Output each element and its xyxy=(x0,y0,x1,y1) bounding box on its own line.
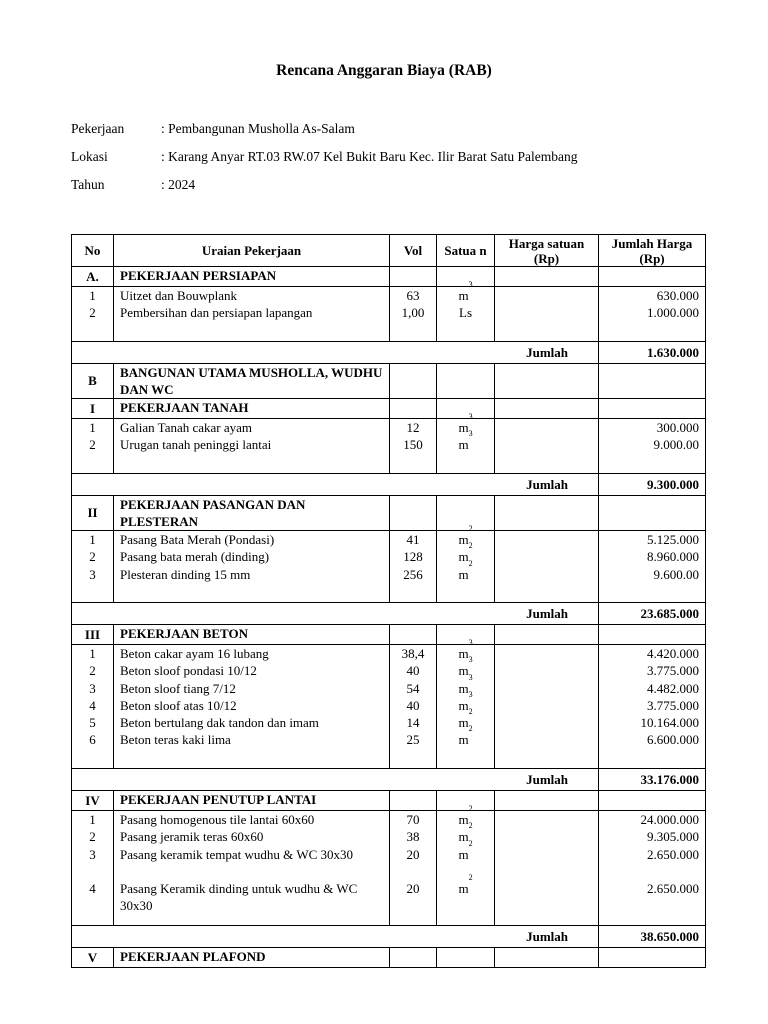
unit-base: m xyxy=(458,697,469,713)
item-no: 4 xyxy=(89,881,96,897)
item-vol: 40 xyxy=(406,697,420,713)
unit-exponent: 3 xyxy=(468,638,473,647)
items-row xyxy=(72,645,706,769)
item-price-column xyxy=(495,419,599,474)
subtotal-label: Jumlah xyxy=(72,769,599,791)
item-desc: Pasang jeramik teras 60x60 xyxy=(120,829,264,845)
header-no: No xyxy=(72,235,114,267)
unit-base: m xyxy=(458,288,469,303)
unit-exponent: 2 xyxy=(468,707,473,717)
unit-base: m xyxy=(458,549,469,565)
header-uraian: Uraian Pekerjaan xyxy=(114,235,390,267)
meta-value: : Pembangunan Musholla As-Salam xyxy=(161,121,355,136)
rab-table xyxy=(71,234,706,968)
section-title: PEKERJAAN PASANGAN DAN PLESTERAN xyxy=(114,496,390,531)
section-code: III xyxy=(72,625,114,645)
subtotal-row xyxy=(72,474,706,496)
unit-value xyxy=(443,429,488,453)
item-vol: 20 xyxy=(406,846,420,862)
item-vol: 38 xyxy=(406,829,420,845)
unit-exponent: 3 xyxy=(468,689,473,699)
item-unit-column xyxy=(437,638,495,769)
meta-label: Tahun xyxy=(71,177,105,192)
unit-exponent: 2 xyxy=(468,541,473,551)
unit-base: m xyxy=(458,532,469,547)
empty-cell xyxy=(599,267,706,287)
item-desc-column xyxy=(114,419,390,474)
empty-cell xyxy=(390,364,437,399)
item-total-column xyxy=(599,531,706,603)
empty-cell xyxy=(437,267,495,287)
item-total: 300.000 xyxy=(656,420,699,435)
item-desc: Galian Tanah cakar ayam xyxy=(120,420,253,435)
item-vol: 54 xyxy=(406,680,420,696)
unit-base: Ls xyxy=(459,305,472,321)
unit-exponent: 3 xyxy=(468,280,473,289)
item-total: 1.000.000 xyxy=(647,305,699,321)
item-total: 8.960.000 xyxy=(647,549,699,565)
item-desc: Pasang keramik tempat wudhu & WC 30x30 xyxy=(120,846,354,862)
item-no-column xyxy=(72,811,114,926)
item-desc-column xyxy=(114,811,390,926)
item-total: 9.600.00 xyxy=(653,566,699,582)
item-unit-column xyxy=(437,804,495,926)
item-unit-column xyxy=(437,524,495,603)
unit-base: m xyxy=(458,846,469,862)
unit-exponent: 2 xyxy=(468,524,473,533)
section-title: PEKERJAAN PLAFOND xyxy=(114,948,390,968)
item-total-column xyxy=(599,645,706,769)
unit-value xyxy=(443,638,488,665)
unit-exponent: 2 xyxy=(468,804,473,813)
empty-cell xyxy=(495,496,599,531)
subtotal-row xyxy=(72,603,706,625)
meta-value: : Karang Anyar RT.03 RW.07 Kel Bukit Baru Kec. Ilir Barat Satu Palembang xyxy=(161,149,578,164)
unit-value xyxy=(443,541,488,565)
item-vol: 1,00 xyxy=(401,305,425,321)
empty-cell xyxy=(390,625,437,645)
header-jumlah-harga: Jumlah Harga (Rp) xyxy=(599,235,706,267)
empty-cell xyxy=(437,948,495,968)
unit-value xyxy=(443,280,488,304)
unit-value xyxy=(443,524,488,551)
item-vol: 70 xyxy=(406,812,420,827)
unit-exponent: 2 xyxy=(468,558,473,568)
item-total: 24.000.000 xyxy=(640,812,699,827)
item-no-column xyxy=(72,531,114,603)
unit-base: m xyxy=(458,812,469,827)
table-header-row xyxy=(72,235,706,267)
item-no: 3 xyxy=(89,566,96,582)
unit-base: m xyxy=(458,566,469,582)
item-vol: 256 xyxy=(403,566,423,582)
empty-cell xyxy=(437,364,495,399)
unit-exponent: 2 xyxy=(468,873,473,883)
unit-base: m xyxy=(458,420,469,435)
item-vol: 14 xyxy=(406,715,420,731)
item-vol: 128 xyxy=(403,549,423,565)
subtotal-value: 33.176.000 xyxy=(599,769,706,791)
item-desc: Uitzet dan Bouwplank xyxy=(120,288,237,303)
item-total: 2.650.000 xyxy=(647,881,699,897)
section-code: I xyxy=(72,399,114,419)
meta-lokasi xyxy=(71,149,577,165)
unit-base: m xyxy=(458,881,469,897)
unit-value xyxy=(443,804,488,831)
empty-cell xyxy=(495,948,599,968)
item-vol-column xyxy=(390,645,437,769)
item-vol: 12 xyxy=(406,420,420,435)
items-row xyxy=(72,419,706,474)
item-vol-column xyxy=(390,419,437,474)
empty-cell xyxy=(495,399,599,419)
item-desc: Beton sloof tiang 7/12 xyxy=(120,680,236,696)
subtotal-label: Jumlah xyxy=(72,342,599,364)
item-total: 9.000.00 xyxy=(653,437,699,453)
item-unit-column xyxy=(437,280,495,342)
meta-pekerjaan xyxy=(71,121,355,137)
empty-cell xyxy=(599,364,706,399)
subtotal-label: Jumlah xyxy=(72,926,599,948)
item-vol: 20 xyxy=(406,881,420,897)
unit-base: m xyxy=(458,646,469,661)
empty-cell xyxy=(599,791,706,811)
section-title-row xyxy=(72,948,706,968)
item-no: 2 xyxy=(89,305,96,321)
item-vol: 40 xyxy=(406,663,420,679)
item-no: 2 xyxy=(89,437,96,453)
item-total-column xyxy=(599,419,706,474)
item-desc-column xyxy=(114,531,390,603)
item-no: 3 xyxy=(89,680,96,696)
meta-label: Pekerjaan xyxy=(71,121,125,136)
section-code: A. xyxy=(72,267,114,287)
empty-cell xyxy=(495,267,599,287)
subtotal-label: Jumlah xyxy=(72,474,599,496)
item-no: 2 xyxy=(89,829,96,845)
unit-value xyxy=(443,724,488,748)
item-desc: Beton cakar ayam 16 lubang xyxy=(120,646,269,661)
item-total: 9.305.000 xyxy=(647,829,699,845)
item-total: 3.775.000 xyxy=(647,697,699,713)
item-vol-column xyxy=(390,287,437,342)
item-desc: Beton sloof pondasi 10/12 xyxy=(120,663,257,679)
meta-label: Lokasi xyxy=(71,149,108,164)
item-desc: Beton teras kaki lima xyxy=(120,732,231,748)
item-total: 4.482.000 xyxy=(647,680,699,696)
subtotal-value: 23.685.000 xyxy=(599,603,706,625)
item-desc: Plesteran dinding 15 mm xyxy=(120,566,251,582)
unit-value xyxy=(443,689,488,717)
subtotal-label: Jumlah xyxy=(72,603,599,625)
item-vol: 150 xyxy=(403,437,423,453)
item-vol-column xyxy=(390,531,437,603)
section-code: B xyxy=(72,364,114,399)
unit-value xyxy=(443,412,488,439)
unit-base: m xyxy=(458,715,469,731)
empty-cell xyxy=(437,496,495,531)
empty-cell xyxy=(599,625,706,645)
header-satuan: Satua n xyxy=(437,235,495,267)
empty-cell xyxy=(390,496,437,531)
item-no-column xyxy=(72,645,114,769)
item-desc: Beton bertulang dak tandon dan imam xyxy=(120,715,319,731)
item-desc-column xyxy=(114,645,390,769)
table-body xyxy=(72,267,706,968)
section-title-row xyxy=(72,399,706,419)
section-title-row xyxy=(72,364,706,399)
section-title: PEKERJAAN PENUTUP LANTAI xyxy=(114,791,390,811)
meta-tahun xyxy=(71,177,195,193)
item-vol: 38,4 xyxy=(401,646,425,661)
empty-cell xyxy=(390,267,437,287)
item-no: 4 xyxy=(89,697,96,713)
item-vol: 41 xyxy=(406,532,420,547)
item-total: 10.164.000 xyxy=(640,715,699,731)
section-title-row xyxy=(72,791,706,811)
empty-cell xyxy=(495,791,599,811)
unit-exponent: 2 xyxy=(468,724,473,734)
unit-exponent: 3 xyxy=(468,412,473,421)
unit-exponent: 3 xyxy=(468,655,473,665)
item-vol: 25 xyxy=(406,732,420,748)
subtotal-value: 9.300.000 xyxy=(599,474,706,496)
section-code: II xyxy=(72,496,114,531)
items-row xyxy=(72,287,706,342)
item-no: 1 xyxy=(89,532,96,547)
unit-base: m xyxy=(458,829,469,845)
empty-cell xyxy=(437,791,495,811)
meta-value: : 2024 xyxy=(161,177,196,192)
item-no: 1 xyxy=(89,812,96,827)
empty-cell xyxy=(437,625,495,645)
item-price-column xyxy=(495,811,599,926)
item-total: 2.650.000 xyxy=(647,846,699,862)
item-unit-column xyxy=(437,412,495,474)
item-no: 1 xyxy=(89,420,96,435)
unit-base: m xyxy=(458,663,469,679)
unit-value xyxy=(443,873,488,915)
item-vol: 63 xyxy=(406,288,420,303)
empty-cell xyxy=(390,791,437,811)
item-total: 5.125.000 xyxy=(647,532,699,547)
item-total: 630.000 xyxy=(656,288,699,303)
unit-value xyxy=(443,707,488,734)
subtotal-row xyxy=(72,926,706,948)
item-desc: Pembersihan dan persiapan lapangan xyxy=(120,305,313,321)
item-no: 1 xyxy=(89,288,96,303)
section-title-row xyxy=(72,496,706,531)
item-price-column xyxy=(495,531,599,603)
unit-value xyxy=(443,672,488,697)
unit-value xyxy=(443,821,488,845)
items-row xyxy=(72,531,706,603)
item-total-column xyxy=(599,811,706,926)
unit-value xyxy=(443,558,488,583)
item-desc: Pasang homogenous tile lantai 60x60 xyxy=(120,812,315,827)
section-title: PEKERJAAN TANAH xyxy=(114,399,390,419)
header-harga-satuan: Harga satuan (Rp) xyxy=(495,235,599,267)
empty-cell xyxy=(495,364,599,399)
item-no: 5 xyxy=(89,715,96,731)
section-title-row xyxy=(72,267,706,287)
section-title: PEKERJAAN BETON xyxy=(114,625,390,645)
empty-cell xyxy=(495,625,599,645)
unit-base: m xyxy=(458,732,469,748)
unit-value xyxy=(443,304,488,321)
item-no: 6 xyxy=(89,732,96,748)
item-total: 6.600.000 xyxy=(647,732,699,748)
empty-cell xyxy=(390,948,437,968)
item-vol-column xyxy=(390,811,437,926)
item-no-column xyxy=(72,419,114,474)
empty-cell xyxy=(390,399,437,419)
section-code: IV xyxy=(72,791,114,811)
unit-base: m xyxy=(458,680,469,696)
item-price-column xyxy=(495,645,599,769)
empty-cell xyxy=(599,399,706,419)
unit-exponent: 2 xyxy=(468,838,473,848)
section-title: BANGUNAN UTAMA MUSHOLLA, WUDHU DAN WC xyxy=(114,364,390,399)
empty-cell xyxy=(599,496,706,531)
header-vol: Vol xyxy=(390,235,437,267)
item-desc-column xyxy=(114,287,390,342)
item-no: 3 xyxy=(89,846,96,862)
item-total-column xyxy=(599,287,706,342)
item-desc: Pasang Keramik dinding untuk wudhu & WC 30x30 xyxy=(120,881,358,914)
item-no: 2 xyxy=(89,663,96,679)
unit-exponent: 3 xyxy=(468,429,473,439)
unit-exponent: 3 xyxy=(468,672,473,682)
unit-exponent: 2 xyxy=(468,821,473,831)
section-code: V xyxy=(72,948,114,968)
section-title: PEKERJAAN PERSIAPAN xyxy=(114,267,390,287)
subtotal-row xyxy=(72,769,706,791)
unit-base: m xyxy=(458,437,469,453)
item-no: 2 xyxy=(89,549,96,565)
item-desc: Beton sloof atas 10/12 xyxy=(120,697,237,713)
item-no-column xyxy=(72,287,114,342)
document-title: Rencana Anggaran Biaya (RAB) xyxy=(276,62,492,79)
item-desc: Urugan tanah peninggi lantai xyxy=(120,437,272,453)
subtotal-value: 38.650.000 xyxy=(599,926,706,948)
subtotal-value: 1.630.000 xyxy=(599,342,706,364)
item-total: 3.775.000 xyxy=(647,663,699,679)
unit-value xyxy=(443,655,488,679)
item-desc: Pasang Bata Merah (Pondasi) xyxy=(120,532,275,547)
subtotal-row xyxy=(72,342,706,364)
item-total: 4.420.000 xyxy=(647,646,699,661)
item-desc: Pasang bata merah (dinding) xyxy=(120,549,270,565)
items-row xyxy=(72,811,706,926)
section-title-row xyxy=(72,625,706,645)
unit-value xyxy=(443,838,488,881)
item-no: 1 xyxy=(89,646,96,661)
item-price-column xyxy=(495,287,599,342)
empty-cell xyxy=(599,948,706,968)
empty-cell xyxy=(437,399,495,419)
